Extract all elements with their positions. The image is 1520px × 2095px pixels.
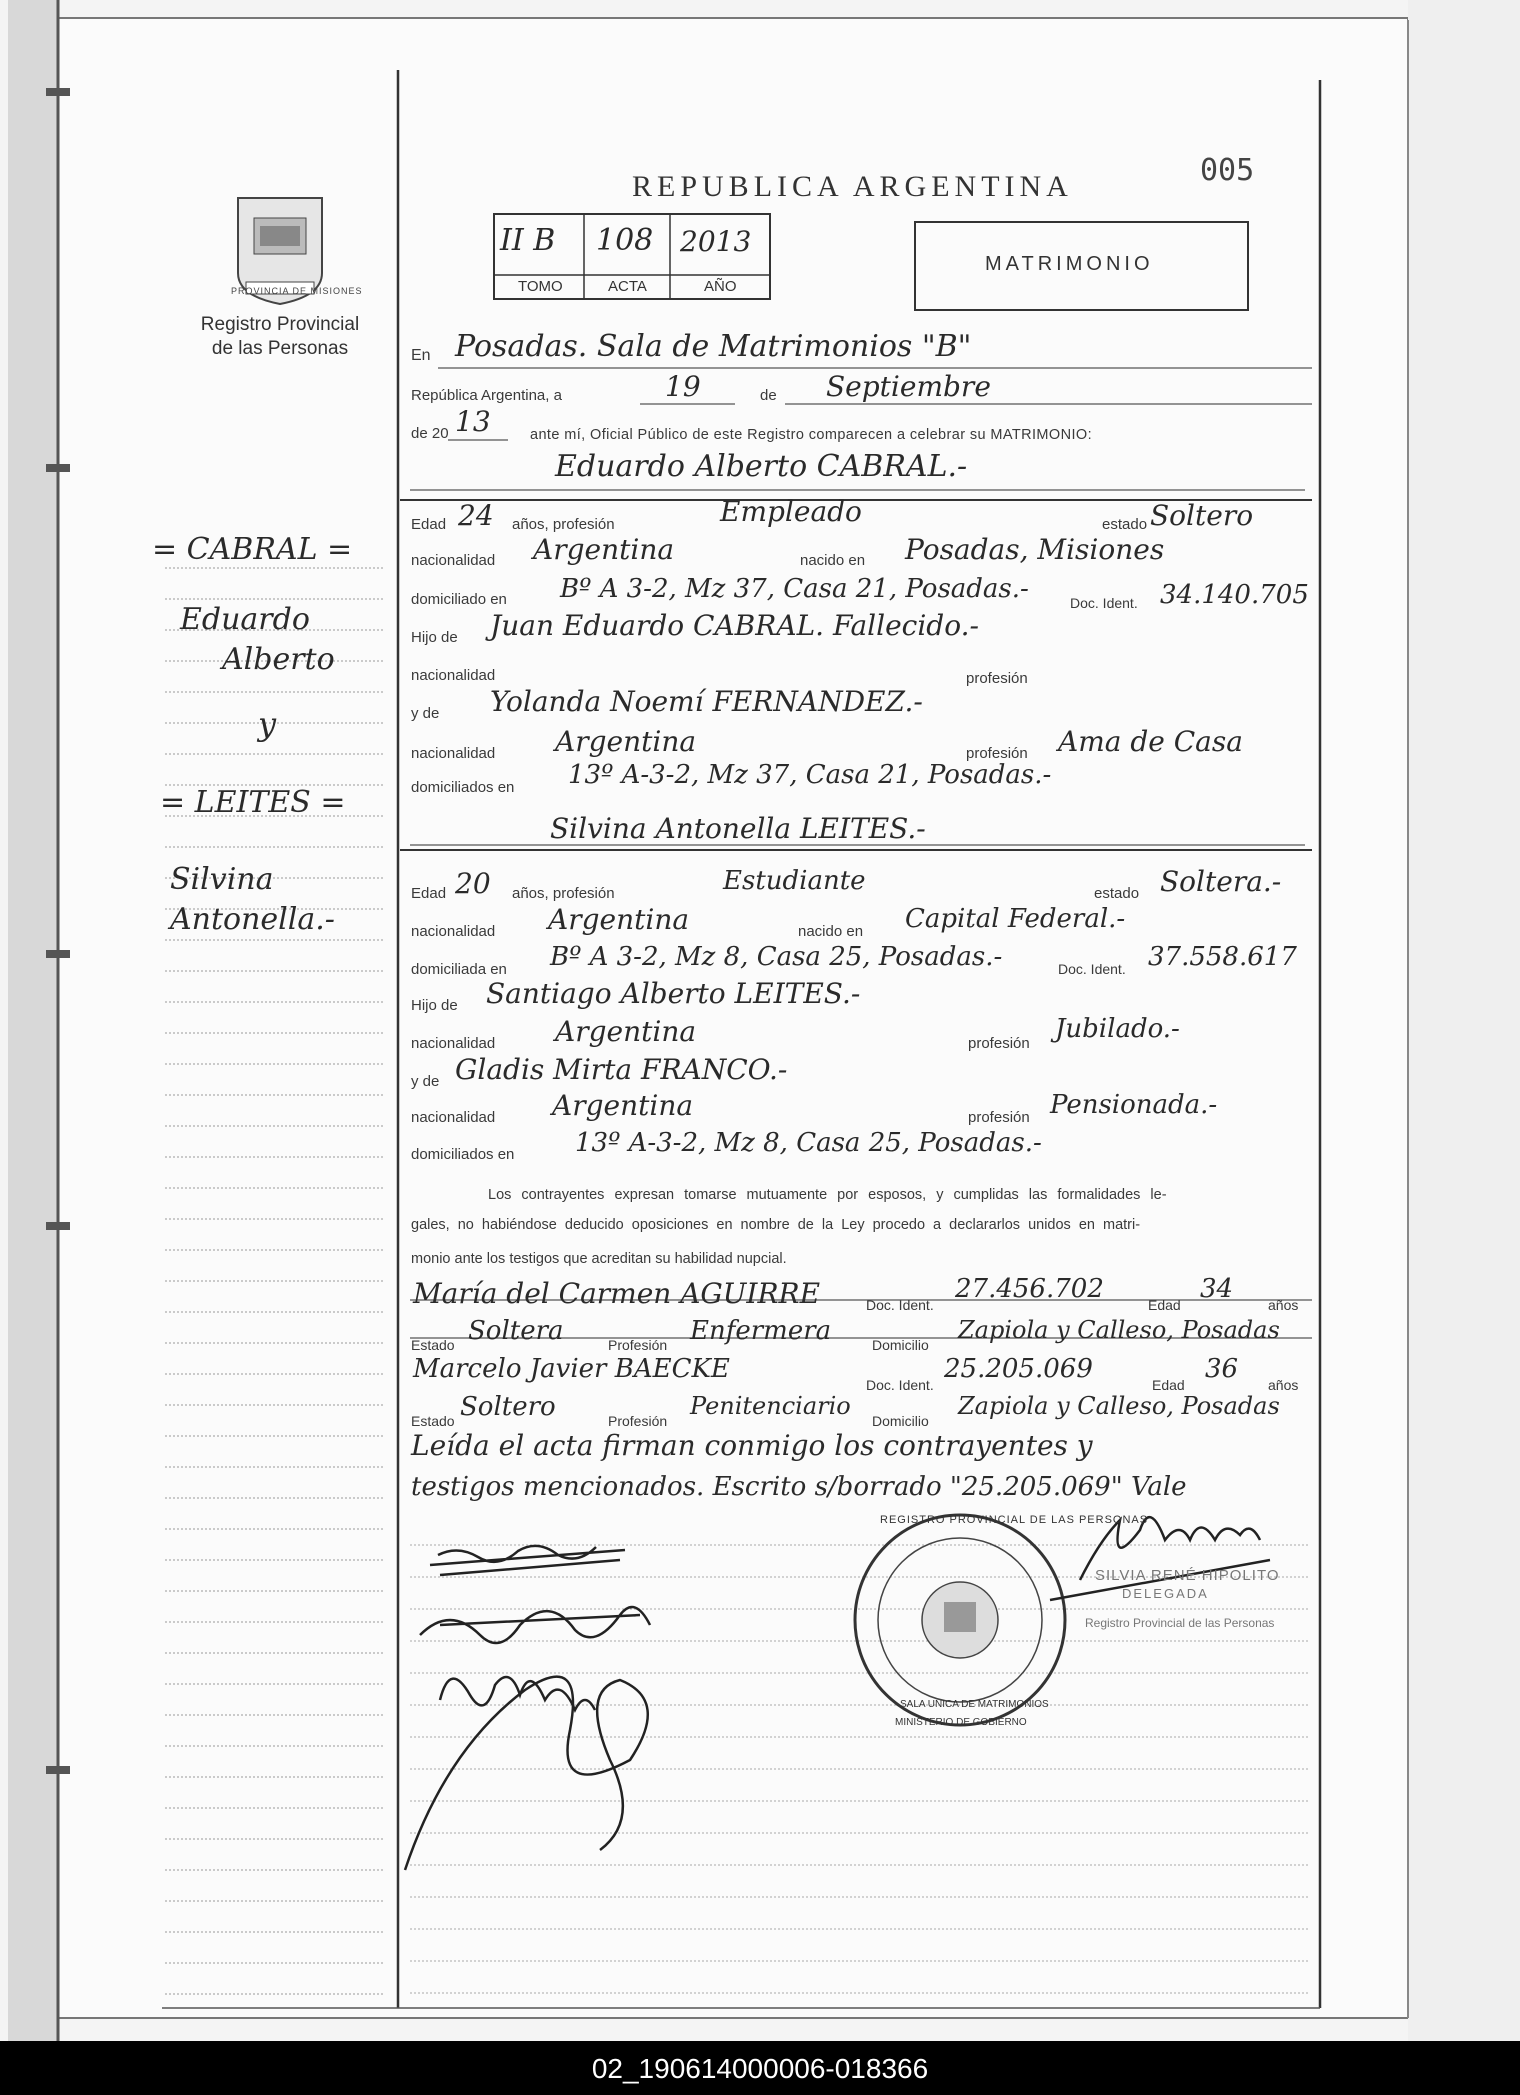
- witness1-edad: 34: [1200, 1274, 1234, 1304]
- witness1-anos: años: [1268, 1297, 1299, 1313]
- groom-name: Eduardo Alberto CABRAL.-: [555, 449, 968, 484]
- witness1-prof-label: Profesión: [608, 1337, 668, 1353]
- groom-father: Juan Eduardo CABRAL. Fallecido.-: [490, 609, 979, 642]
- month-value: Septiembre: [826, 370, 991, 403]
- groom-profesion: Empleado: [720, 495, 862, 528]
- groom-edad: 24: [458, 499, 494, 532]
- page-title: REPUBLICA ARGENTINA: [632, 170, 1073, 203]
- groom-fprof-label: profesión: [966, 670, 1028, 687]
- bride-mprof-label: profesión: [968, 1109, 1030, 1126]
- bride-dom-label: domiciliada en: [411, 961, 507, 978]
- witness2-edad: 36: [1205, 1354, 1239, 1384]
- witness1-estado: Soltera: [468, 1316, 564, 1346]
- bride-father: Santiago Alberto LEITES.-: [486, 977, 861, 1010]
- year-value: 13: [455, 405, 491, 438]
- closing-line-1: Leída el acta firman conmigo los contrayentes y: [411, 1429, 1093, 1462]
- bride-mother: Gladis Mirta FRANCO.-: [455, 1053, 788, 1086]
- groom-estado-label: estado: [1102, 516, 1148, 533]
- groom-fnac-label: nacionalidad: [411, 667, 496, 684]
- en-label: En: [411, 347, 431, 364]
- groom-mnac-label: nacionalidad: [411, 745, 496, 762]
- bride-nacionalidad: Argentina: [548, 903, 690, 936]
- bride-fprof-label: profesión: [968, 1035, 1030, 1052]
- groom-nacido-label: nacido en: [800, 552, 866, 569]
- margin-groom-surname: = CABRAL =: [152, 532, 353, 567]
- tomo-label: TOMO: [518, 278, 563, 295]
- margin-bride-names-1: Silvina: [170, 862, 274, 897]
- witness2-prof: Penitenciario: [690, 1392, 851, 1420]
- groom-pdom: 13º A-3-2, Mz 37, Casa 21, Posadas.-: [568, 760, 1052, 790]
- groom-mprof: Ama de Casa: [1058, 725, 1243, 758]
- bride-father-label: Hijo de: [411, 997, 458, 1014]
- stamp-inner-text: SALA UNICA DE MATRIMONIOS: [900, 1699, 1049, 1710]
- witness2-prof-label: Profesión: [608, 1413, 668, 1429]
- groom-dom-label: domiciliado en: [411, 591, 507, 608]
- anio-label: AÑO: [704, 278, 737, 295]
- official-office: Registro Provincial de las Personas: [1085, 1616, 1275, 1630]
- page-number: 005: [1200, 153, 1255, 188]
- witness2-estado-label: Estado: [411, 1413, 455, 1429]
- groom-nacionalidad: Argentina: [533, 533, 675, 566]
- anio-value: 2013: [680, 225, 752, 258]
- groom-mnac: Argentina: [555, 725, 697, 758]
- groom-mother-label: y de: [411, 705, 440, 722]
- bride-edad-label: Edad: [411, 885, 447, 902]
- bride-pdom: 13º A-3-2, Mz 8, Casa 25, Posadas.-: [575, 1128, 1042, 1158]
- bride-estado-label: estado: [1094, 885, 1140, 902]
- groom-nac-label: nacionalidad: [411, 552, 496, 569]
- intro-text: ante mí, Oficial Público de este Registro comparecen a celebrar su MATRIMONIO:: [530, 427, 1092, 443]
- official-role: DELEGADA: [1122, 1586, 1209, 1601]
- declaration-line-2: gales, no habiéndose deducido oposiciones en nombre de la Ley procedo a declararlos unidos en matri-: [411, 1217, 1141, 1233]
- en-value: Posadas. Sala de Matrimonios "B": [455, 329, 972, 364]
- margin-bride-surname: = LEITES =: [160, 785, 346, 820]
- bride-pdom-label: domiciliados en: [411, 1146, 515, 1163]
- document-id: 02_190614000006-018366: [591, 2053, 929, 2084]
- de-label: de: [760, 387, 777, 404]
- bride-name: Silvina Antonella LEITES.-: [550, 812, 926, 845]
- bride-mnac-label: nacionalidad: [411, 1109, 496, 1126]
- bride-profesion: Estudiante: [723, 866, 866, 896]
- witness1-dom: Zapiola y Calleso, Posadas: [958, 1316, 1280, 1344]
- footer-bar: [0, 2041, 1520, 2095]
- witness1-name: María del Carmen AGUIRRE: [413, 1277, 821, 1310]
- declaration-line-1: Los contrayentes expresan tomarse mutuamente por esposos, y cumplidas las formalidades le-: [488, 1187, 1167, 1203]
- margin-groom-names-1: Eduardo: [180, 602, 310, 637]
- stamp-bottom-text: MINISTERIO DE GOBIERNO: [895, 1717, 1027, 1728]
- bride-domicilio: Bº A 3-2, Mz 8, Casa 25, Posadas.-: [550, 942, 1003, 972]
- witness2-estado: Soltero: [460, 1392, 556, 1422]
- groom-nacido: Posadas, Misiones: [905, 533, 1165, 566]
- groom-edad-label: Edad: [411, 516, 447, 533]
- witness2-anos: años: [1268, 1377, 1299, 1393]
- bride-fnac-label: nacionalidad: [411, 1035, 496, 1052]
- groom-doc: 34.140.705: [1160, 580, 1309, 610]
- witness1-doc-label: Doc. Ident.: [866, 1297, 934, 1313]
- groom-father-label: Hijo de: [411, 629, 458, 646]
- margin-conjunction: y: [258, 705, 277, 743]
- witness2-doc: 25.205.069: [944, 1354, 1093, 1384]
- declaration-line-3: monio ante los testigos que acreditan su habilidad nupcial.: [411, 1251, 787, 1267]
- witness2-dom: Zapiola y Calleso, Posadas: [958, 1392, 1280, 1420]
- groom-domicilio: Bº A 3-2, Mz 37, Casa 21, Posadas.-: [560, 574, 1029, 604]
- republica-label: República Argentina, a: [411, 387, 562, 404]
- witness2-edad-label: Edad: [1152, 1377, 1185, 1393]
- tomo-value: II B: [500, 223, 556, 258]
- bride-doc-label: Doc. Ident.: [1058, 961, 1126, 977]
- witness1-doc: 27.456.702: [955, 1274, 1104, 1304]
- witness2-doc-label: Doc. Ident.: [866, 1377, 934, 1393]
- witness1-prof: Enfermera: [690, 1316, 832, 1346]
- logo-line-1: Registro Provincial: [200, 314, 360, 335]
- margin-groom-names-2: Alberto: [222, 642, 335, 677]
- acta-value: 108: [596, 223, 654, 258]
- groom-mprof-label: profesión: [966, 745, 1028, 762]
- act-type-label: MATRIMONIO: [985, 253, 1154, 275]
- witness1-estado-label: Estado: [411, 1337, 455, 1353]
- bride-nacido-label: nacido en: [798, 923, 864, 940]
- bride-estado: Soltera.-: [1160, 865, 1282, 898]
- bride-fprof: Jubilado.-: [1055, 1014, 1180, 1044]
- logo-line-2: de las Personas: [211, 338, 349, 359]
- groom-pdom-label: domiciliados en: [411, 779, 515, 796]
- year-label: de 20: [411, 425, 449, 442]
- groom-mother: Yolanda Noemí FERNANDEZ.-: [490, 685, 923, 718]
- margin-bride-names-2: Antonella.-: [170, 902, 335, 937]
- acta-label: ACTA: [608, 278, 647, 295]
- bride-mother-label: y de: [411, 1073, 440, 1090]
- witness2-dom-label: Domicilio: [872, 1413, 929, 1429]
- bride-nac-label: nacionalidad: [411, 923, 496, 940]
- bride-mnac: Argentina: [552, 1089, 694, 1122]
- witness1-edad-label: Edad: [1148, 1297, 1181, 1313]
- groom-doc-label: Doc. Ident.: [1070, 595, 1138, 611]
- stamp-outer-text: REGISTRO PROVINCIAL DE LAS PERSONAS: [880, 1514, 1149, 1526]
- day-value: 19: [665, 370, 701, 403]
- witness1-dom-label: Domicilio: [872, 1337, 929, 1353]
- closing-line-2: testigos mencionados. Escrito s/borrado "25.205.069" Vale: [411, 1472, 1187, 1502]
- official-name: SILVIA RENÉ HIPOLITO: [1095, 1567, 1280, 1584]
- logo-seal-text: PROVINCIA DE MISIONES: [231, 286, 363, 296]
- bride-doc: 37.558.617: [1148, 942, 1297, 972]
- groom-anos-prof-label: años, profesión: [512, 516, 615, 533]
- bride-nacido: Capital Federal.-: [905, 904, 1126, 934]
- groom-estado: Soltero: [1150, 499, 1254, 532]
- bride-mprof: Pensionada.-: [1050, 1090, 1218, 1120]
- bride-edad: 20: [455, 867, 491, 900]
- bride-anos-prof-label: años, profesión: [512, 885, 615, 902]
- witness2-name: Marcelo Javier BAECKE: [413, 1354, 730, 1384]
- bride-fnac: Argentina: [555, 1015, 697, 1048]
